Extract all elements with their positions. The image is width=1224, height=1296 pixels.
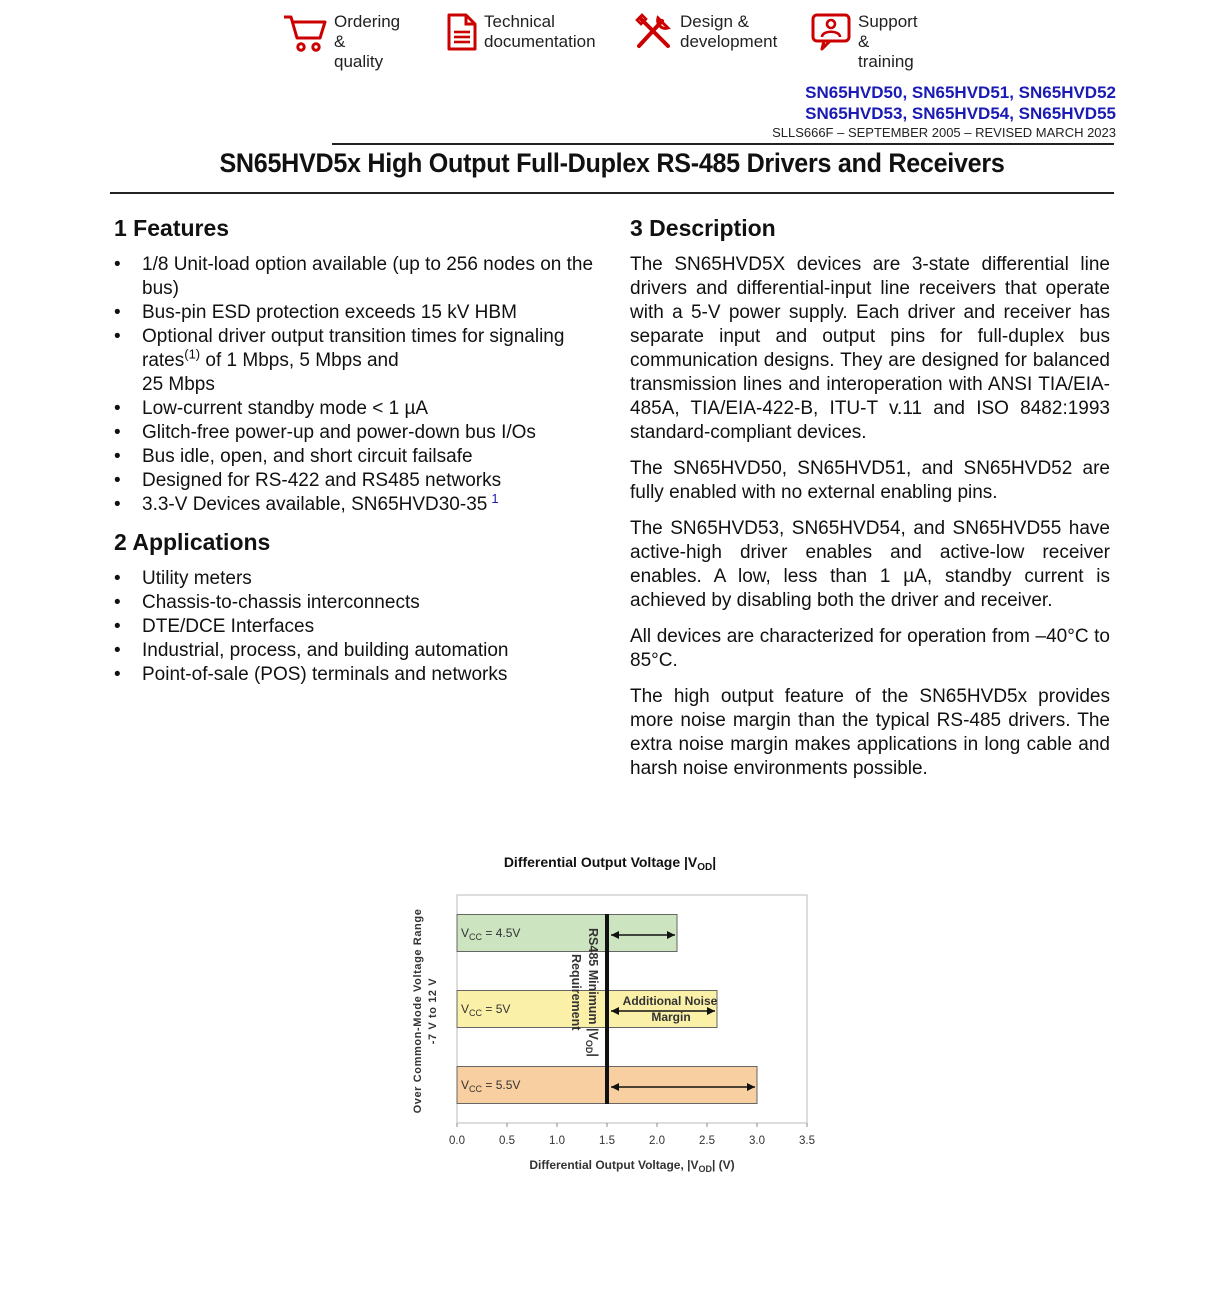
features-heading: 1 Features xyxy=(114,215,230,241)
description-paragraph: The SN65HVD50, SN65HVD51, and SN65HVD52 are fully enabled with no external enabling pins. xyxy=(630,458,1110,503)
x-tick-label: 2.5 xyxy=(699,1135,715,1147)
tools-icon xyxy=(634,12,674,52)
list-item: • Designed for RS-422 and RS485 networks xyxy=(114,469,594,493)
bar-label-0: $V_{CC} = 4.5V$ xyxy=(461,926,521,942)
title-divider xyxy=(110,192,1114,194)
list-item: • Industrial, process, and building automation xyxy=(114,639,594,663)
footnote-ref[interactable]: (1) xyxy=(184,346,201,362)
nav-design-development[interactable] xyxy=(634,12,777,52)
list-item: • Low-current standby mode < 1 µA xyxy=(114,397,594,421)
list-item: • DTE/DCE Interfaces xyxy=(114,615,594,639)
noise-margin-annotation-line-2: Margin xyxy=(651,1010,691,1024)
nav-ordering-quality[interactable] xyxy=(282,12,400,72)
feature-text: of 1 Mbps, 5 Mbps and xyxy=(200,350,399,371)
description-heading: 3 Description xyxy=(630,215,776,241)
threshold-label-line-2: Requirement xyxy=(569,954,583,1031)
applications-heading: 2 Applications xyxy=(114,529,271,555)
nav-label: Ordering & quality xyxy=(334,12,401,71)
x-tick-label: 0.5 xyxy=(499,1135,515,1147)
x-ticks xyxy=(449,1123,815,1147)
x-axis-label: Differential Output Voltage, $|V_{OD}|$ (V) xyxy=(529,1158,735,1174)
applications-list xyxy=(114,567,594,687)
description-paragraph: The SN65HVD53, SN65HVD54, and SN65HVD55 have active-high driver enables and active-low receiver enables. A low, less than 1 µA, standby current is achieved by disabling both the driver and receiver. xyxy=(630,518,1110,611)
x-tick-label: 0.0 xyxy=(449,1135,465,1147)
noise-margin-annotation: Additional Noise xyxy=(622,994,718,1008)
nav-support-training[interactable] xyxy=(810,12,918,72)
feature-text: 3.3-V Devices available, SN65HVD30-35 xyxy=(142,494,488,515)
x-tick-label: 2.0 xyxy=(649,1135,665,1147)
bar-label-1: $V_{CC} = 5V$ xyxy=(461,1002,511,1018)
chart-title: Differential Output Voltage $|V_{OD}|$ xyxy=(503,854,717,873)
x-tick-label: 3.5 xyxy=(799,1135,815,1147)
shopping-cart-icon xyxy=(282,12,328,52)
document-icon xyxy=(446,12,478,52)
list-item: • Bus-pin ESD protection exceeds 15 kV HBM xyxy=(114,301,594,325)
support-person-icon xyxy=(810,12,852,52)
feature-text: 25 Mbps xyxy=(142,374,215,395)
vod-chart xyxy=(400,848,830,1178)
chart-svg xyxy=(400,848,830,1178)
feature-text: Optional driver output transition times for signaling xyxy=(142,326,565,347)
x-tick-label: 1.5 xyxy=(599,1135,615,1147)
nav-label: Support & training xyxy=(858,12,918,71)
list-item: • 1/8 Unit-load option available (up to 256 nodes on the bus) xyxy=(114,253,594,301)
list-item xyxy=(114,490,594,517)
part-numbers-line-2[interactable]: SN65HVD53, SN65HVD54, SN65HVD55 xyxy=(805,104,1116,123)
x-tick-label: 1.0 xyxy=(549,1135,565,1147)
footnote-link[interactable]: 1 xyxy=(491,490,499,506)
document-id: SLLS666F – SEPTEMBER 2005 – REVISED MARCH 2023 xyxy=(772,125,1116,140)
description-paragraph: The SN65HVD5X devices are 3-state differential line drivers and differential-input line receivers that operate with a 5-V power supply. Each driver and receiver has separate input and output pins for full-duplex bus communication designs. They are designed for balanced transmission lines and interoperation with ANSI TIA/EIA-485A, TIA/EIA-422-B, ITU-T v.11 and ISO 8482:1993 standard-compliant devices. xyxy=(630,254,1110,443)
nav-label: Technical documentation xyxy=(484,12,596,51)
threshold-label: RS485 Minimum $|V_{OD}|$ xyxy=(584,928,600,1057)
x-tick-label: 3.0 xyxy=(749,1135,765,1147)
list-item: • Glitch-free power-up and power-down bus I/Os xyxy=(114,421,594,445)
page-title: SN65HVD5x High Output Full-Duplex RS-485 Drivers and Receivers xyxy=(219,148,1005,178)
part-numbers-line-1[interactable]: SN65HVD50, SN65HVD51, SN65HVD52 xyxy=(805,83,1116,102)
bar-label-2: $V_{CC} = 5.5V$ xyxy=(461,1078,521,1094)
list-item: • Utility meters xyxy=(114,567,594,591)
list-item: • Point-of-sale (POS) terminals and networks xyxy=(114,663,594,687)
list-item xyxy=(114,325,594,397)
left-column xyxy=(114,213,594,697)
y-axis-label: Over Common-Mode Voltage Range xyxy=(412,908,424,1114)
description-paragraph: All devices are characterized for operation from –40°C to 85°C. xyxy=(630,626,1110,671)
nav-label: Design & development xyxy=(680,12,778,51)
list-item: • Chassis-to-chassis interconnects xyxy=(114,591,594,615)
features-list xyxy=(114,253,594,517)
y-axis-label-line-2: -7 V to 12 V xyxy=(427,977,439,1045)
feature-text: rates xyxy=(142,350,185,371)
nav-technical-documentation[interactable] xyxy=(446,12,596,52)
header-divider xyxy=(332,143,1114,145)
list-item: • Bus idle, open, and short circuit failsafe xyxy=(114,445,594,469)
description-paragraph: The high output feature of the SN65HVD5x provides more noise margin than the typical RS-485 drivers. The extra noise margin makes applications in long cable and harsh noise environments possible. xyxy=(630,686,1110,779)
right-column xyxy=(630,213,1110,793)
